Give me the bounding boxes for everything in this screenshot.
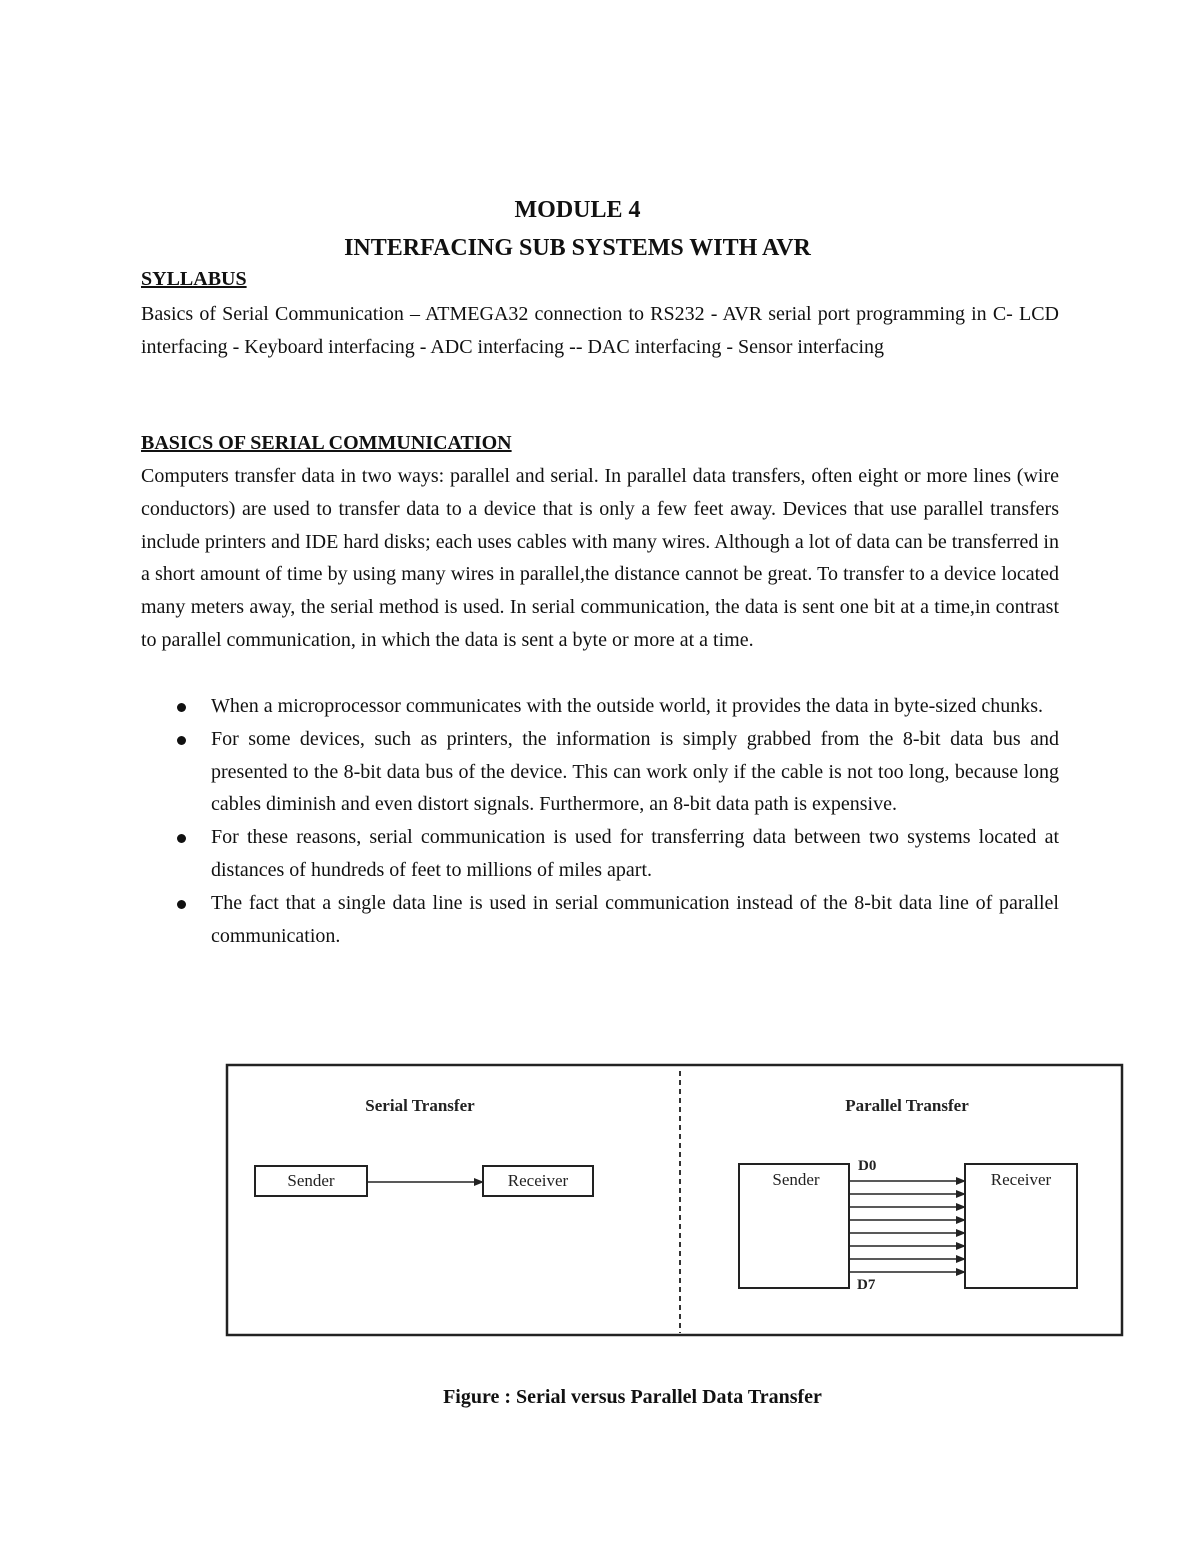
parallel-sender-label: Sender (772, 1170, 820, 1189)
bullet-icon (177, 736, 186, 745)
basics-heading: BASICS OF SERIAL COMMUNICATION (141, 432, 512, 454)
module-number: MODULE 4 (514, 197, 641, 223)
figure-caption: Figure : Serial versus Parallel Data Transfer (443, 1386, 822, 1408)
d0-label: D0 (858, 1158, 877, 1174)
basics-paragraph: Computers transfer data in two ways: parallel and serial. In parallel data transfers, often eight or more lines (wire conductors) are used to transfer data to a device that is only a few feet away. Devices that use parallel transfers include printers and IDE hard disks; each uses cables with many wires. Although a lot of data can be transferred in a short amount of time by using many wires in parallel,the distance cannot be great. To transfer to a device located many meters away, the serial method is used. In serial communication, the data is sent one bit at a time,in contrast to parallel communication, in which the data is sent a byte or more at a time. (141, 465, 1059, 651)
list-item (141, 723, 1059, 821)
bullet-icon (177, 900, 186, 909)
serial-sender-label: Sender (287, 1171, 335, 1190)
parallel-receiver-label: Receiver (990, 1170, 1052, 1189)
syllabus-heading: SYLLABUS (141, 268, 247, 290)
parallel-transfer-title: Parallel Transfer (845, 1096, 969, 1115)
bullet-text: The fact that a single data line is used in serial communication instead of the 8-bit data line of parallel communication. (211, 891, 1059, 947)
serial-receiver-label: Receiver (507, 1171, 569, 1190)
syllabus-text: Basics of Serial Communication – ATMEGA32 connection to RS232 - AVR serial port programming in C- LCD interfacing - Keyboard interfacing - ADC interfacing -- DAC interfacing - Sensor interfacing (141, 303, 1059, 358)
serial-transfer-title: Serial Transfer (365, 1096, 475, 1115)
figure-frame (227, 1065, 1122, 1335)
bullet-icon (177, 703, 186, 712)
bullet-text: For some devices, such as printers, the information is simply grabbed from the 8-bit data bus and presented to the 8-bit data bus of the device. This can work only if the cable is not too long, because long cables diminish and even distort signals. Furthermore, an 8-bit data path is expensive. (211, 727, 1059, 816)
serial-vs-parallel-figure (225, 1063, 1125, 1343)
bullet-list (141, 690, 1059, 952)
bullet-text: For these reasons, serial communication is used for transferring data between two systems located at distances of hundreds of feet to millions of miles apart. (211, 826, 1059, 881)
parallel-data-lines (849, 1181, 965, 1272)
list-item (141, 821, 1059, 887)
list-item (141, 887, 1059, 953)
bullet-text: When a microprocessor communicates with the outside world, it provides the data in byte-sized chunks. (211, 695, 1044, 717)
page-title: INTERFACING SUB SYSTEMS WITH AVR (344, 235, 811, 261)
bullet-icon (177, 834, 186, 843)
d7-label: D7 (857, 1277, 876, 1293)
list-item (141, 690, 1059, 723)
